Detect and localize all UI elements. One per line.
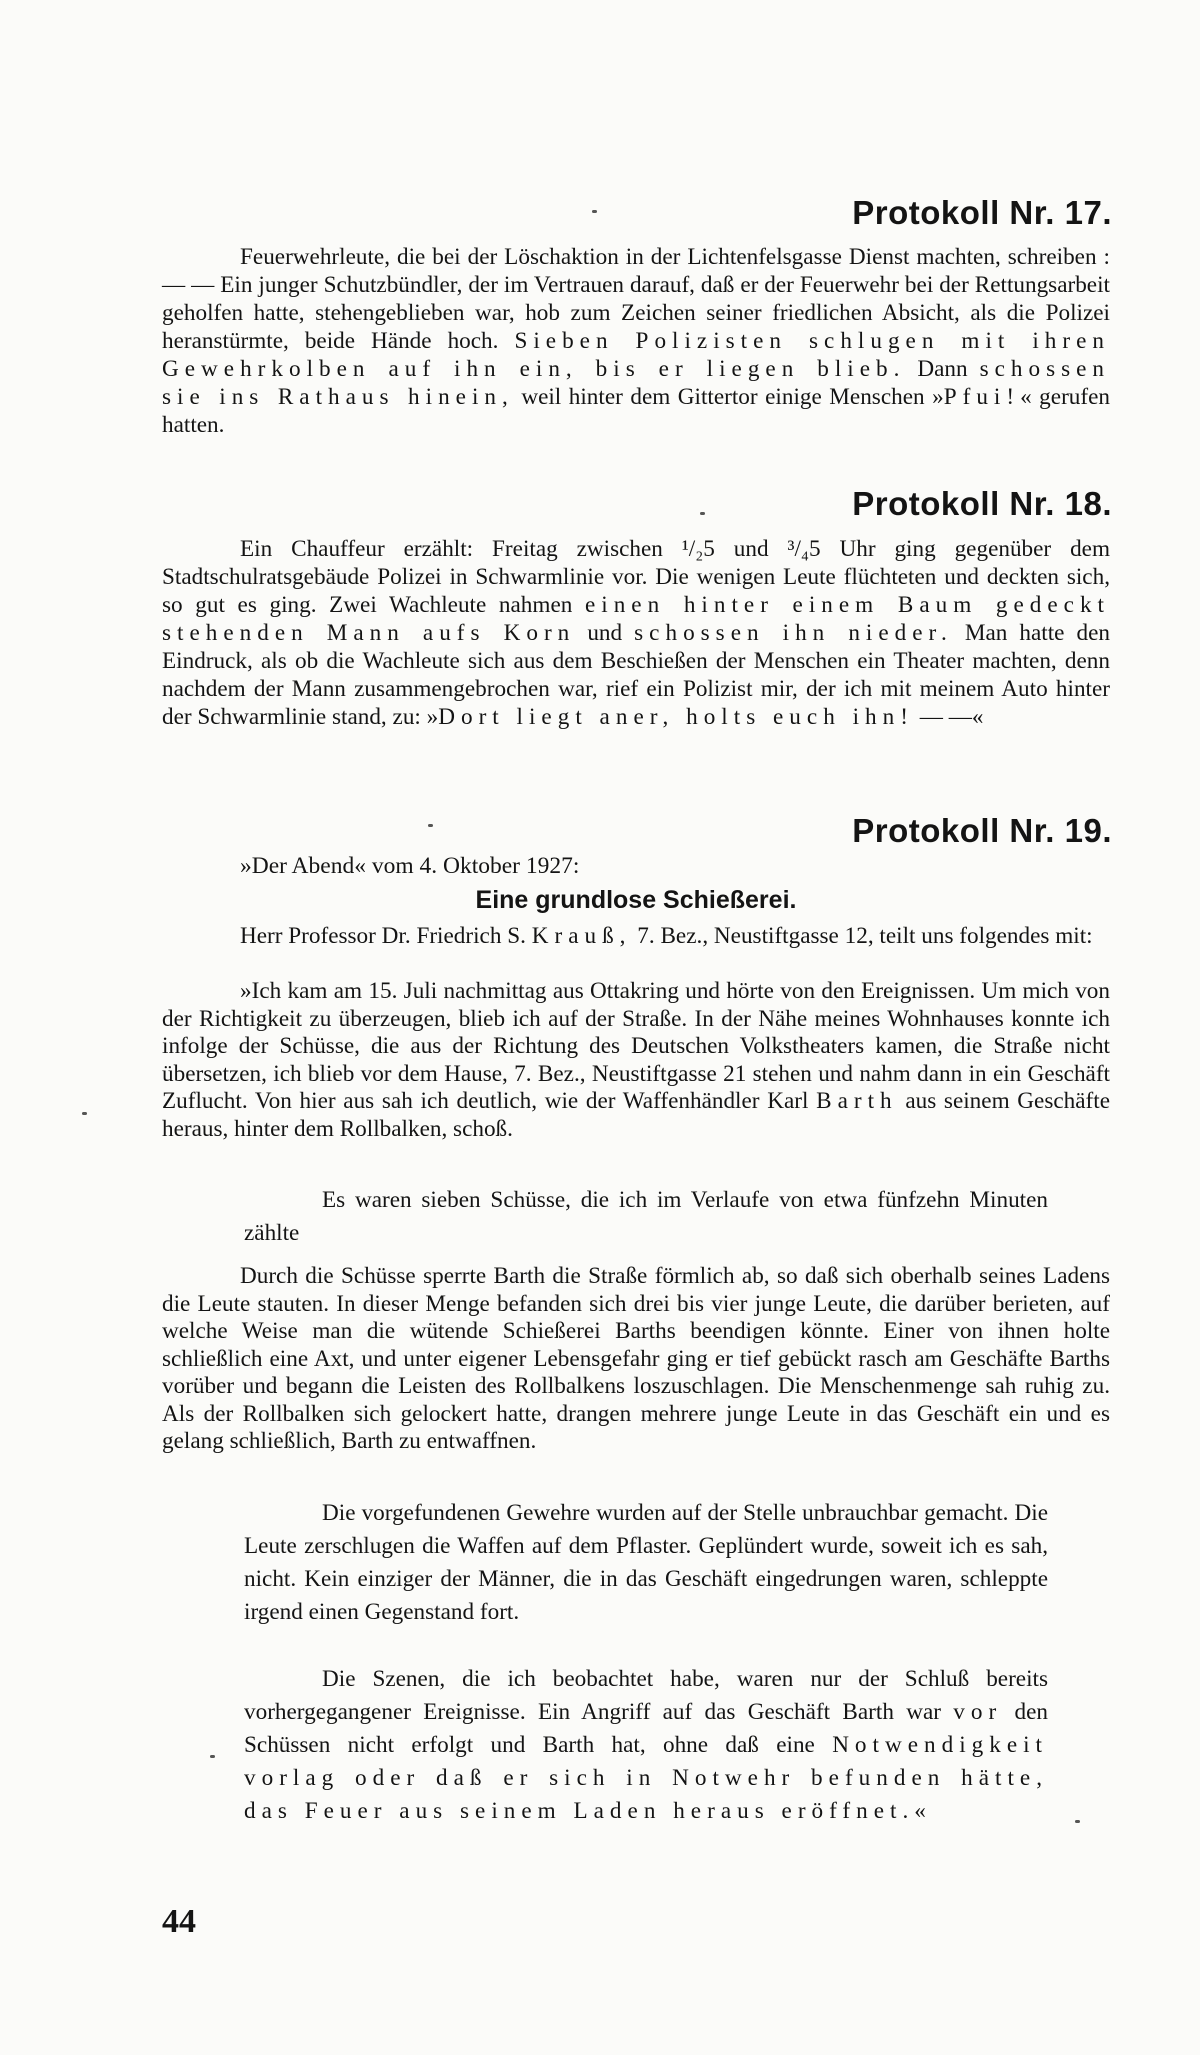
- scan-speck: [428, 824, 433, 827]
- spaced-text: Notwendigkeit vorlag oder daß er sich in Notwehr befunden hätte, das Feuer aus seinem Laden heraus eröffnet.: [244, 1732, 1048, 1824]
- spaced-text: schossen ihn nieder.: [634, 620, 953, 646]
- spaced-text: Pfui!: [943, 384, 1021, 410]
- spaced-text: vor: [953, 1699, 1003, 1725]
- protokoll-17-heading: Protokoll Nr. 17.: [852, 194, 1112, 231]
- text-run: — —«: [913, 704, 984, 730]
- text-run: Dann: [905, 356, 980, 382]
- text-run: Ein Chauffeur erzählt: Freitag zwischen ¹/₂5 und ³/₄5 Uhr ging gegenüber dem Stadtschulratsgebäude Polizei in Schwarmlinie vor. Die wenigen Leute flüchteten und deckten sich, so gut es ging. Zwei Wachleute nahmen: [162, 536, 1110, 618]
- scan-speck: [82, 1112, 87, 1115]
- spaced-text: Dort liegt aner, holts euch ihn!: [438, 704, 914, 730]
- spaced-text: einen hinter einem Baum gedeckt stehenden Mann aufs Korn: [162, 592, 1110, 646]
- protokoll-17-text: [162, 243, 1110, 439]
- protokoll-19-intro: [162, 922, 1110, 950]
- protokoll-19-heading: Protokoll Nr. 19.: [852, 812, 1112, 849]
- protokoll-19-paragraph-3: Durch die Schüsse sperrte Barth die Straße förmlich ab, so daß sich oberhalb seines Ladens die Leute stauten. In dieser Menge befanden sich drei bis vier junge Leute, die darüber berieten, auf welche Weise man die wütende Schießerei Barths beendigen könnte. Einer von ihnen holte schließlich eine Axt, und unter eigener Lebensgefahr ging er tief gebückt rasch am Geschäfte Barths vorüber und begann die Leisten des Rollbalkens loszuschlagen. Die Menschenmenge sah ruhig zu. Als der Rollbalken sich gelockert hatte, drangen mehrere junge Leute in das Geschäft ein und es gelang schließlich, Barth zu entwaffnen.: [162, 1263, 1110, 1454]
- protokoll-19-paragraph-1: [162, 978, 1110, 1144]
- spaced-text: schossen sie ins Rathaus hinein,: [162, 356, 1110, 410]
- scan-speck: [700, 512, 705, 515]
- text-run: und: [575, 620, 635, 646]
- text-run: « gerufen hatten.: [162, 384, 1110, 438]
- page-number: 44: [162, 1903, 196, 1940]
- text-run: weil hinter dem Gittertor einige Menschen »: [513, 384, 944, 410]
- scan-speck: [1075, 1820, 1080, 1823]
- spaced-text: Sieben Polizisten schlugen mit ihren Gewehrkolben auf ihn ein, bis er liegen blieb.: [162, 328, 1110, 382]
- text-run: Feuerwehrleute, die bei der Löschaktion in der Lichtenfelsgasse Dienst machten, schreiben : — — Ein junger Schutzbündler, der im Vertrauen darauf, daß er der Feuerwehr bei der Rettungsarbeit geholfen hatte, stehengeblieben war, hob zum Zeichen seiner friedlichen Absicht, als die Polizei heranstürmte, beide Hände hoch.: [162, 244, 1110, 354]
- protokoll-18-heading: Protokoll Nr. 18.: [852, 485, 1112, 522]
- spaced-text: Krauß,: [531, 923, 632, 949]
- scan-speck: [210, 1755, 215, 1758]
- protokoll-19-paragraph-5: [244, 1663, 1048, 1828]
- text-run: «: [914, 1798, 926, 1824]
- protokoll-19-paragraph-2: Es waren sieben Schüsse, die ich im Verlaufe von etwa fünfzehn Minuten zählte: [244, 1187, 1048, 1246]
- text-run: Man hatte den Eindruck, als ob die Wachleute sich aus dem Beschießen der Menschen ein Theater machten, denn nachdem der Mann zusammengebrochen war, rief ein Polizist mir, der ich mit meinem Auto hinter der Schwarmlinie stand, zu: »: [162, 620, 1110, 730]
- protokoll-19-title: Eine grundlose Schießerei.: [475, 886, 797, 914]
- text-run: »Ich kam am 15. Juli nachmittag aus Ottakring und hörte von den Ereignissen. Um mich von der Richtigkeit zu überzeugen, blieb ich auf der Straße. In der Nähe meines Wohnhauses konnte ich infolge der Schüsse, die aus der Richtung des Deutschen Volkstheaters kamen, die Straße nicht übersetzen, ich blieb vor dem Hause, 7. Bez., Neustiftgasse 21 stehen und nahm dann in ein Geschäft Zuflucht. Von hier aus sah ich deutlich, wie der Waffenhändler Karl: [162, 978, 1110, 1115]
- protokoll-19-source: »Der Abend« vom 4. Oktober 1927:: [240, 853, 580, 879]
- text-run: Herr Professor Dr. Friedrich S.: [240, 923, 532, 949]
- text-run: 7. Bez., Neustiftgasse 12, teilt uns folgendes mit:: [631, 923, 1093, 949]
- scan-speck: [592, 210, 597, 213]
- protokoll-18-text: [162, 535, 1110, 731]
- text-run: Die Szenen, die ich beobachtet habe, waren nur der Schluß bereits vorhergegangener Ereignisse. Ein Angriff auf das Geschäft Barth war: [244, 1666, 1048, 1725]
- text-run: aus seinem Geschäfte heraus, hinter dem Rollbalken, schoß.: [162, 1088, 1110, 1142]
- protokoll-19-paragraph-4: Die vorgefundenen Gewehre wurden auf der Stelle unbrauchbar gemacht. Die Leute zerschlugen die Waffen auf dem Pflaster. Geplündert wurde, soweit ich es sah, nicht. Kein einziger der Männer, die in das Geschäft eingedrungen waren, schleppte irgend einen Gegenstand fort.: [244, 1500, 1048, 1625]
- text-run: den Schüssen nicht erfolgt und Barth hat, ohne daß eine: [244, 1699, 1048, 1758]
- spaced-text: Barth: [816, 1088, 898, 1115]
